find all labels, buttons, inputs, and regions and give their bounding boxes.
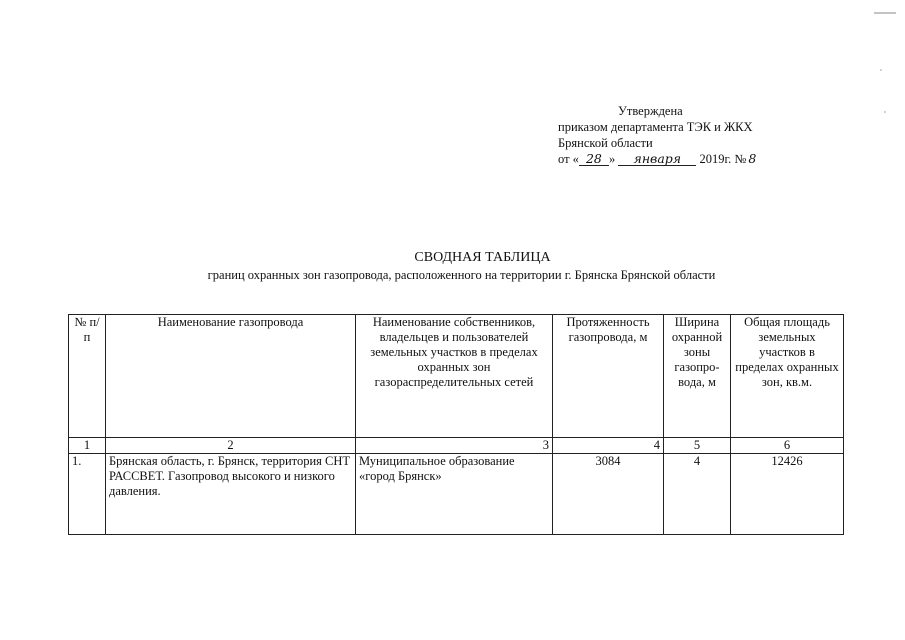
- row-number: 1.: [69, 454, 106, 535]
- header-owners: Наименование собственников, владельцев и пользователей земельных участков в пределах охранных зон газораспределительных сетей: [356, 315, 553, 438]
- column-number: 3: [356, 438, 553, 454]
- column-number: 5: [664, 438, 731, 454]
- header-length: Протяженность газопровода, м: [553, 315, 664, 438]
- column-number: 2: [106, 438, 356, 454]
- approval-order-line: приказом департамента ТЭК и ЖКХ: [558, 120, 753, 134]
- date-day-handwritten: 28: [579, 152, 609, 166]
- row-owner: Муниципальное образование «город Брянск»: [356, 454, 553, 535]
- approval-title: Утверждена: [618, 104, 683, 118]
- row-pipeline-name: Брянская область, г. Брянск, территория СНТ РАССВЕТ. Газопровод высокого и низкого давления.: [106, 454, 356, 535]
- date-year: 2019г. №: [699, 152, 747, 166]
- order-number-handwritten: 8: [748, 151, 757, 166]
- row-length: 3084: [553, 454, 664, 535]
- row-total-area: 12426: [731, 454, 844, 535]
- document-subtitle: границ охранных зон газопровода, расположенного на территории г. Брянска Брянской области: [207, 268, 716, 282]
- approval-region-line: Брянской области: [558, 136, 653, 150]
- date-mid: »: [608, 152, 616, 166]
- date-prefix: от «: [558, 152, 579, 166]
- document-title: СВОДНАЯ ТАБЛИЦА: [414, 250, 551, 265]
- header-number: № п/п: [69, 315, 106, 438]
- date-month-handwritten: января: [618, 152, 696, 166]
- row-zone-width: 4: [664, 454, 731, 535]
- column-number: 6: [731, 438, 844, 454]
- column-number: 1: [69, 438, 106, 454]
- header-pipeline-name: Наименование газопровода: [106, 315, 356, 438]
- column-number: 4: [553, 438, 664, 454]
- header-total-area: Общая площадь земельных участков в пределах охранных зон, кв.м.: [731, 315, 844, 438]
- header-zone-width: Ширина охранной зоны газопро-вода, м: [664, 315, 731, 438]
